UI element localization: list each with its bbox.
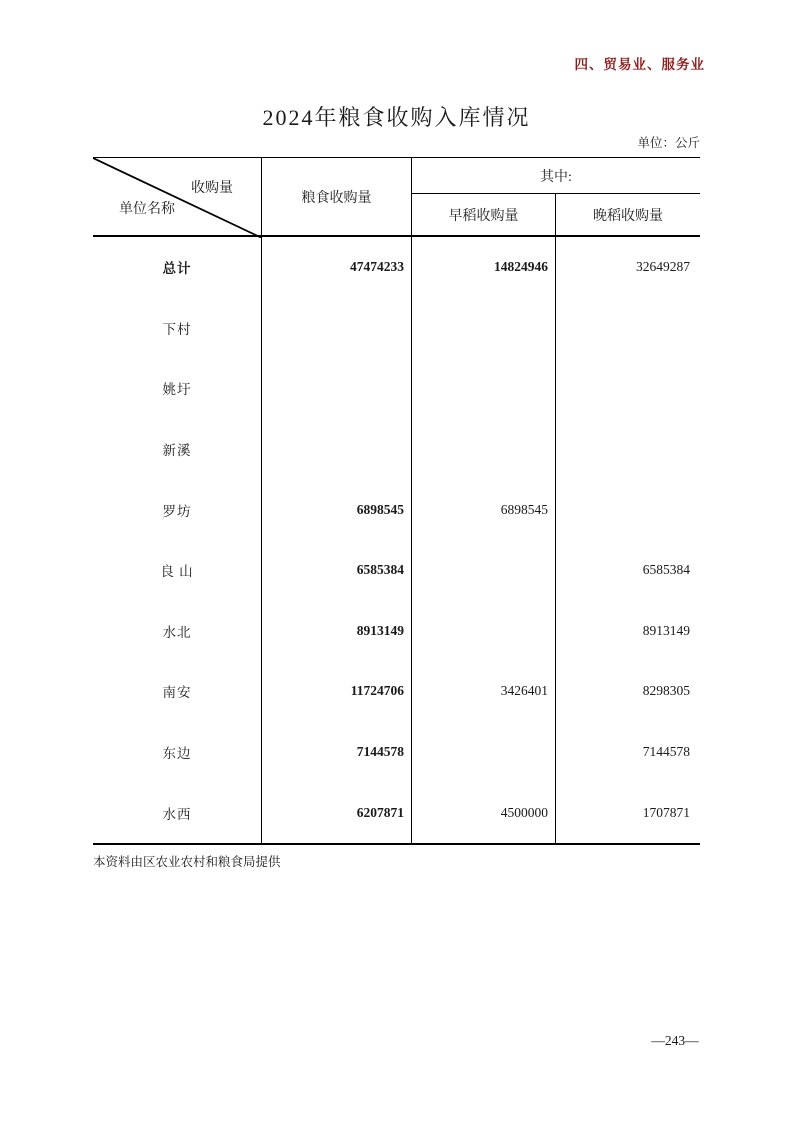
- row-grain-total-value: [262, 419, 412, 480]
- page-title: 2024年粮食收购入库情况: [262, 105, 531, 130]
- table-row: [93, 661, 700, 722]
- row-grain-total-value: 6585384: [262, 540, 412, 601]
- table-row: [93, 540, 700, 601]
- row-early-rice-value: [412, 540, 556, 601]
- corner-header-cell: [93, 158, 262, 235]
- row-unit-name: 新溪: [93, 419, 262, 480]
- row-unit-name: 东边: [93, 722, 262, 783]
- column-group-of-which: [412, 158, 700, 235]
- group-header-of-which: 其中:: [412, 158, 700, 194]
- row-late-rice-value: [556, 358, 700, 419]
- table-row: [93, 479, 700, 540]
- row-early-rice-value: 6898545: [412, 479, 556, 540]
- row-grain-total-value: 47474233: [262, 237, 412, 298]
- row-grain-total-value: 6207871: [262, 782, 412, 843]
- row-early-rice-value: [412, 722, 556, 783]
- grain-purchase-table: [93, 157, 700, 845]
- corner-label-unit-name: 单位名称: [119, 202, 175, 217]
- row-late-rice-value: 8913149: [642, 622, 690, 638]
- row-late-rice-value: 1707871: [642, 804, 690, 820]
- row-unit-name: 姚圩: [93, 358, 262, 419]
- page-number: —243—: [651, 1033, 699, 1048]
- table-row: [93, 298, 700, 359]
- row-grain-total-value: 8913149: [262, 601, 412, 662]
- row-unit-name: 良 山: [93, 540, 262, 601]
- row-grain-total-value: 7144578: [262, 722, 412, 783]
- row-unit-name: 下村: [93, 298, 262, 359]
- row-early-rice-value: 14824946: [412, 237, 556, 298]
- row-late-rice-value: [556, 479, 700, 540]
- row-late-rice-value: 6585384: [642, 562, 690, 578]
- row-late-rice-value: 7144578: [642, 744, 690, 760]
- row-unit-name: 总计: [93, 237, 262, 298]
- row-unit-name: 罗坊: [93, 479, 262, 540]
- row-unit-name: 南安: [93, 661, 262, 722]
- column-header-early-rice: 早稻收购量: [412, 194, 556, 235]
- row-grain-total-value: [262, 298, 412, 359]
- row-grain-total-value: 11724706: [262, 661, 412, 722]
- row-early-rice-value: [412, 419, 556, 480]
- table-header: [93, 157, 700, 237]
- row-early-rice-value: [412, 298, 556, 359]
- unit-note: 单位：公斤: [637, 136, 700, 150]
- column-header-late-rice: 晚稻收购量: [593, 208, 663, 224]
- table-body: [93, 237, 700, 845]
- section-header: 四、贸易业、服务业: [574, 57, 705, 72]
- row-early-rice-value: 4500000: [412, 782, 556, 843]
- row-early-rice-value: 3426401: [412, 661, 556, 722]
- table-row: [93, 782, 700, 843]
- row-early-rice-value: [412, 358, 556, 419]
- table-row: [93, 601, 700, 662]
- source-note: 本资料由区农业农村和粮食局提供: [93, 855, 281, 869]
- row-late-rice-value: 32649287: [636, 259, 690, 275]
- row-late-rice-value: [556, 298, 700, 359]
- row-grain-total-value: 6898545: [262, 479, 412, 540]
- row-unit-name: 水西: [93, 782, 262, 843]
- row-unit-name: 水北: [93, 601, 262, 662]
- row-late-rice-value: 8298305: [642, 683, 690, 699]
- corner-label-quantity: 收购量: [191, 181, 233, 196]
- row-grain-total-value: [262, 358, 412, 419]
- row-early-rice-value: [412, 601, 556, 662]
- table-row: [93, 419, 700, 480]
- table-row: [93, 237, 700, 298]
- table-row: [93, 358, 700, 419]
- table-row: [93, 722, 700, 783]
- column-header-grain-total: 粮食收购量: [262, 158, 412, 235]
- row-late-rice-value: [556, 419, 700, 480]
